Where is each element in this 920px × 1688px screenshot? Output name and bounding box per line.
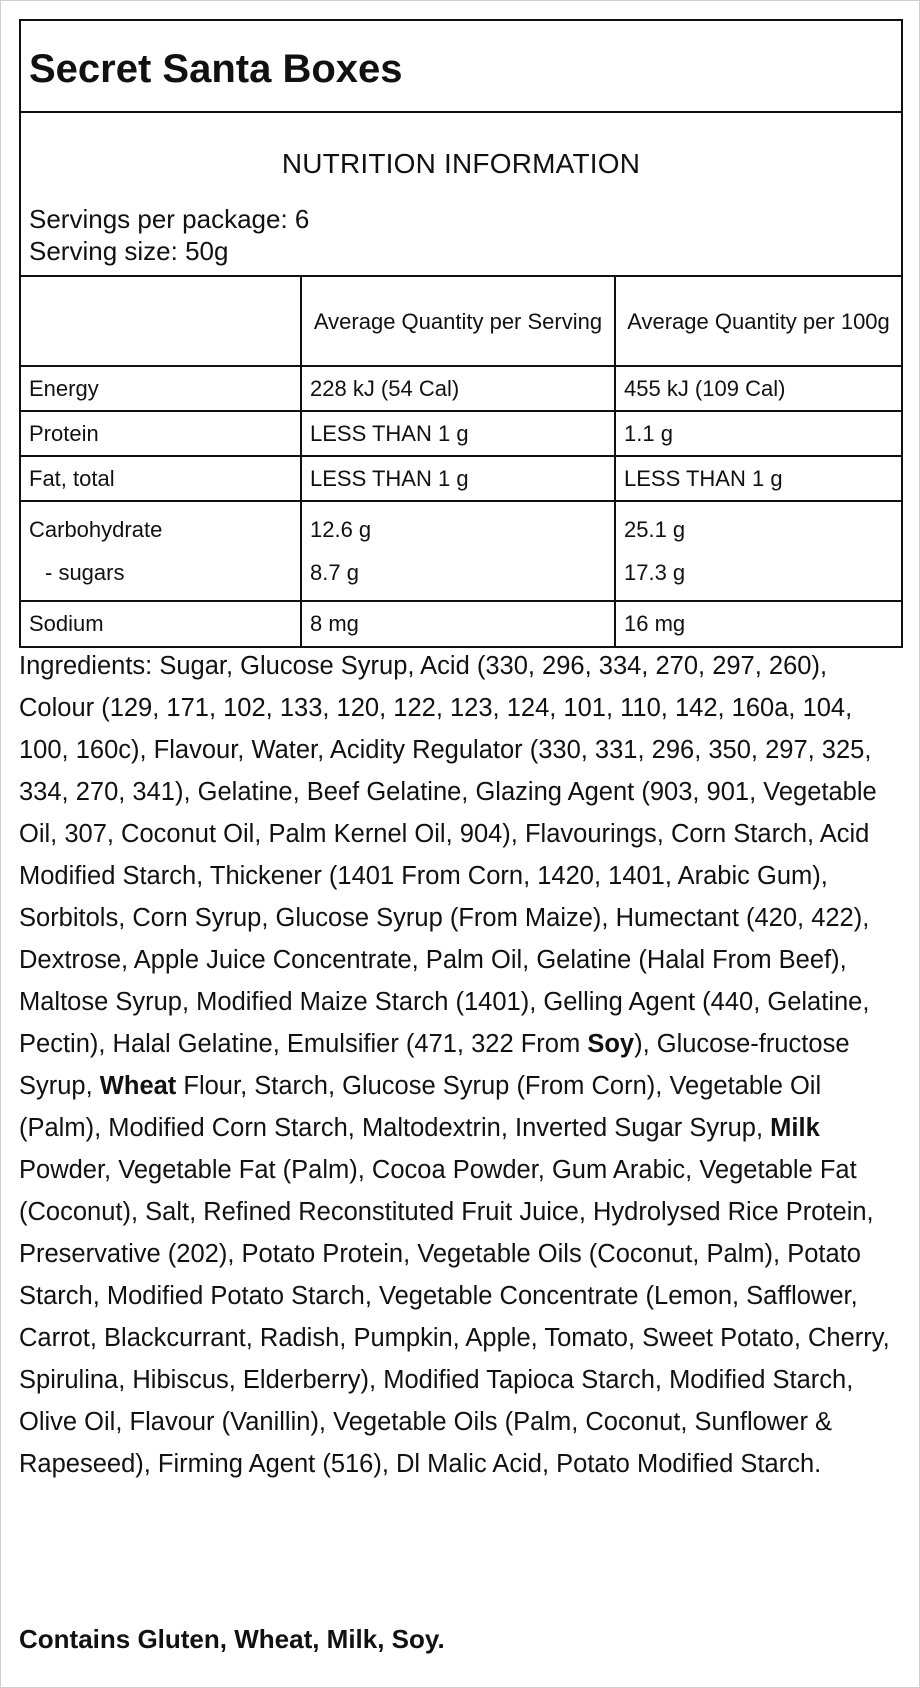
table-row-protein	[21, 411, 901, 456]
per-100g-value: 16 mg	[624, 611, 686, 636]
nutrient-label: Fat, total	[21, 456, 301, 501]
nutrient-label: Energy	[21, 366, 301, 411]
nutrient-label-cell	[21, 501, 301, 601]
serving-size: Serving size: 50g	[29, 236, 229, 266]
allergen-wheat: Wheat	[99, 1072, 177, 1100]
per-serving-value: 8.7 g	[310, 560, 359, 585]
allergen-soy: Soy	[587, 1030, 635, 1058]
allergen-milk: Milk	[770, 1114, 820, 1142]
allergen-statement: Contains Gluten, Wheat, Milk, Soy.	[19, 1624, 445, 1654]
product-title: Secret Santa Boxes	[21, 21, 901, 113]
nutrition-table-header-row	[21, 277, 901, 366]
ingredients-text: ), Glucose-fructose Syrup,	[19, 1030, 850, 1100]
nutrition-header	[21, 113, 901, 277]
ingredients-text: Powder, Vegetable Fat (Palm), Cocoa Powder, Gum Arabic, Vegetable Fat (Coconut), Salt, Refined Reconstituted Fruit Juice, Hydrolysed Rice Protein, Preservative (202), Potato Protein, Vegetable Oils (Coconut, Palm), Potato Starch, Modified Potato Starch, Vegetable Concentrate (Lemon, Safflower, Carrot, Blackcurrant, Radish, Pumpkin, Apple, Tomato, Sweet Potato, Cherry, Spirulina, Hibiscus, Elderberry), Modified Tapioca Starch, Modified Starch, Olive Oil, Flavour (Vanillin), Vegetable Oils (Palm, Coconut, Sunflower & Rapeseed), Firming Agent (516), Dl Malic Acid, Potato Modified Starch.	[19, 1156, 890, 1478]
per-100g-value: 1.1 g	[615, 411, 901, 456]
column-header-per-100g: Average Quantity per 100g	[615, 277, 901, 366]
per-100g-value-cell	[615, 501, 901, 601]
nutrition-heading: NUTRITION INFORMATION	[281, 148, 641, 179]
per-100g-value: 25.1 g	[624, 517, 686, 542]
ingredients-list	[19, 645, 901, 1485]
per-serving-value: 8 mg	[301, 601, 615, 646]
per-serving-value: LESS THAN 1 g	[301, 411, 615, 456]
per-serving-value-cell	[301, 501, 615, 601]
nutrition-table	[21, 277, 901, 646]
column-header-per-serving: Average Quantity per Serving	[301, 277, 615, 366]
column-header-nutrient	[21, 277, 301, 366]
per-serving-value: 12.6 g	[310, 517, 372, 542]
nutrition-panel	[19, 19, 903, 648]
table-row-fat-total	[21, 456, 901, 501]
nutrient-label: Carbohydrate	[29, 517, 163, 542]
servings-per-package: Servings per package: 6	[29, 204, 310, 234]
per-serving-value: 228 kJ (54 Cal)	[301, 366, 615, 411]
table-row-sodium	[21, 601, 901, 646]
sub-nutrient-label: - sugars	[45, 560, 125, 585]
per-100g-value: LESS THAN 1 g	[615, 456, 901, 501]
per-100g-value: 17.3 g	[624, 560, 686, 585]
table-row-carbohydrate	[21, 501, 901, 601]
nutrient-label: Sodium	[21, 601, 301, 646]
ingredients-text: Flour, Starch, Glucose Syrup (From Corn), Vegetable Oil (Palm), Modified Corn Starch, Maltodextrin, Inverted Sugar Syrup,	[19, 1072, 822, 1142]
table-row-energy	[21, 366, 901, 411]
per-serving-value: LESS THAN 1 g	[301, 456, 615, 501]
ingredients-text: Ingredients: Sugar, Glucose Syrup, Acid (330, 296, 334, 270, 297, 260), Colour (129, 171, 102, 133, 120, 122, 123, 124, 101, 110, 142, 160a, 104, 100, 160c), Flavour, Water, Acidity Regulator (330, 331, 296, 350, 297, 325, 334, 270, 341), Gelatine, Beef Gelatine, Glazing Agent (903, 901, Vegetable Oil, 307, Coconut Oil, Palm Kernel Oil, 904), Flavourings, Corn Starch, Acid Modified Starch, Thickener (1401 From Corn, 1420, 1401, Arabic Gum), Sorbitols, Corn Syrup, Glucose Syrup (From Maize), Humectant (420, 422), Dextrose, Apple Juice Concentrate, Palm Oil, Gelatine (Halal From Beef), Maltose Syrup, Modified Maize Starch (1401), Gelling Agent (440, Gelatine, Pectin), Halal Gelatine, Emulsifier (471, 322 From	[19, 652, 877, 1058]
nutrient-label: Protein	[21, 411, 301, 456]
per-100g-value: 455 kJ (109 Cal)	[615, 366, 901, 411]
